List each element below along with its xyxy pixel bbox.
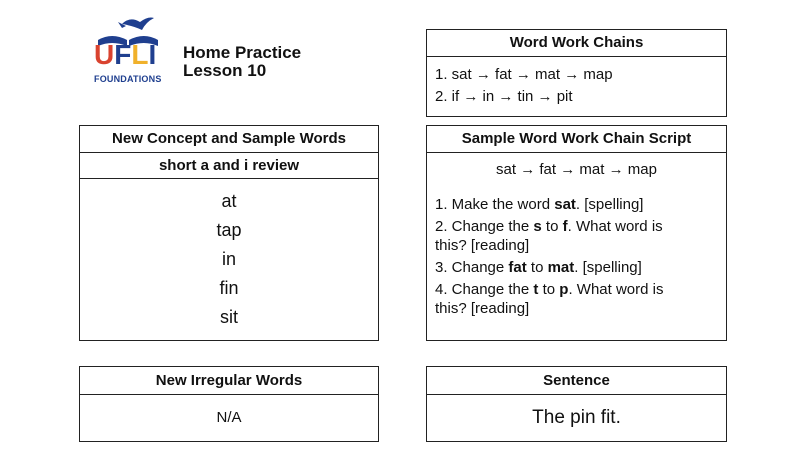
chain-line-1: 1. sat → fat → mat → map [435,66,613,83]
script-chain: sat → fat → mat → map [496,161,657,178]
script-step: 3. Change fat to mat. [spelling] [435,259,642,276]
script-title: Sample Word Work Chain Script [427,126,726,153]
irregular-words-title: New Irregular Words [80,367,378,395]
irregular-words-box [79,366,379,442]
sample-word: sit [220,307,238,327]
sample-word: at [221,191,237,211]
new-concept-box [79,125,379,341]
ufli-logo [92,14,164,90]
irregular-words-value: N/A [216,409,242,426]
sentence-value: The pin fit. [532,407,621,428]
logo-letter-u: U [94,39,115,70]
sentence-box [426,366,727,442]
logo-letter-l: L [131,39,149,70]
logo-subtitle: FOUNDATIONS [94,74,162,84]
logo-letter-f: F [114,39,132,70]
script-step: 4. Change the t to p. What word is this? [reading] [435,281,664,317]
chain-line-2: 2. if → in → tin → pit [435,88,573,105]
word-work-chains-title: Word Work Chains [427,30,726,57]
script-step: 2. Change the s to f. What word is this? [reading] [435,218,663,254]
script-box [426,125,727,341]
sample-word: fin [219,278,239,298]
header-title-line1: Home Practice [183,43,302,62]
header-title-line2: Lesson 10 [183,61,267,80]
new-concept-subtitle: short a and i review [80,153,378,179]
script-step: 1. Make the word sat. [spelling] [435,196,644,213]
sample-word: in [221,249,236,269]
word-work-chains-box [426,29,727,117]
new-concept-title: New Concept and Sample Words [80,126,378,153]
sample-word: tap [216,220,242,240]
sentence-title: Sentence [427,367,726,395]
logo-letter-i: I [148,39,157,70]
